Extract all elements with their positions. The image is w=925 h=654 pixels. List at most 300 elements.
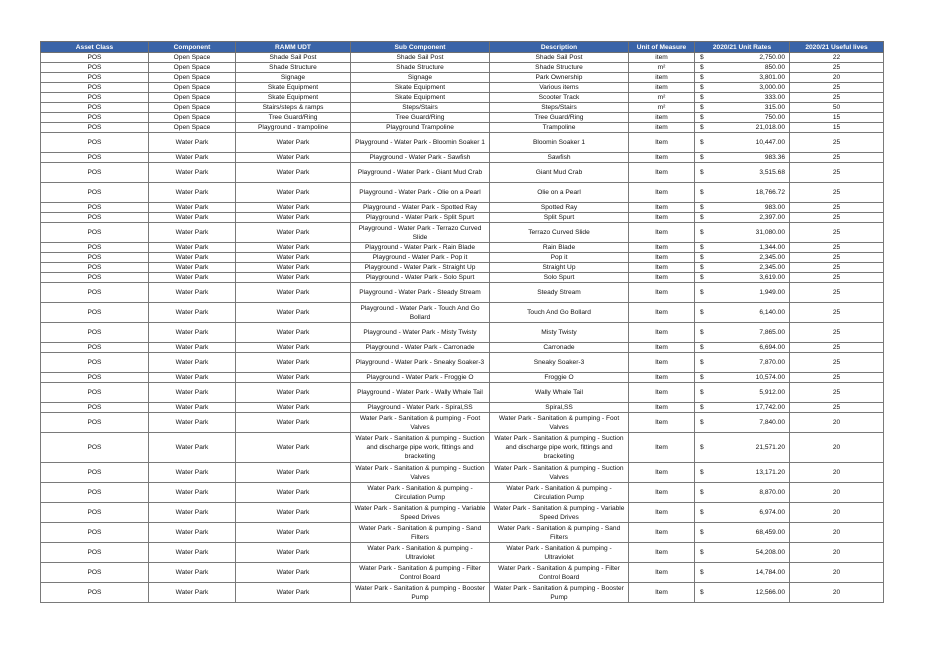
asset-class-cell: POS <box>41 163 149 183</box>
currency-symbol: $ <box>700 569 704 576</box>
description-cell: Carronade <box>490 343 629 353</box>
unit-rate-cell <box>695 83 790 93</box>
component-cell: Water Park <box>149 343 236 353</box>
sub-component-cell: Signage <box>351 73 490 83</box>
unit-of-measure-cell: Item <box>629 263 695 273</box>
header-useful-lives: 2020/21 Useful lives <box>790 42 884 53</box>
table-row <box>41 263 884 273</box>
table-row <box>41 113 884 123</box>
header-unit-rates: 2020/21 Unit Rates <box>695 42 790 53</box>
asset-class-cell: POS <box>41 563 149 583</box>
sub-component-cell: Shade Sail Post <box>351 53 490 63</box>
asset-class-cell: POS <box>41 373 149 383</box>
unit-rate-amount: 17,742.00 <box>755 404 785 411</box>
ramm-udt-cell: Water Park <box>236 303 351 323</box>
asset-class-cell: POS <box>41 353 149 373</box>
component-cell: Water Park <box>149 203 236 213</box>
ramm-udt-cell: Signage <box>236 73 351 83</box>
useful-life-cell: 25 <box>790 263 884 273</box>
sub-component-cell: Playground - Water Park - Terrazo Curved Slide <box>351 223 490 243</box>
component-cell: Water Park <box>149 133 236 153</box>
component-cell: Water Park <box>149 383 236 403</box>
unit-of-measure-cell: Item <box>629 153 695 163</box>
table-row <box>41 483 884 503</box>
ramm-udt-cell: Water Park <box>236 153 351 163</box>
asset-class-cell: POS <box>41 183 149 203</box>
description-cell: Various items <box>490 83 629 93</box>
sub-component-cell: Water Park - Sanitation & pumping - Filter Control Board <box>351 563 490 583</box>
currency-symbol: $ <box>700 124 704 131</box>
unit-of-measure-cell: Item <box>629 273 695 283</box>
asset-class-cell: POS <box>41 413 149 433</box>
unit-of-measure-cell: Item <box>629 213 695 223</box>
description-cell: Solo Spurt <box>490 273 629 283</box>
currency-symbol: $ <box>700 114 704 121</box>
description-cell: Water Park - Sanitation & pumping - Filter Control Board <box>490 563 629 583</box>
ramm-udt-cell: Water Park <box>236 433 351 463</box>
currency-symbol: $ <box>700 289 704 296</box>
unit-rate-amount: 5,912.00 <box>759 389 785 396</box>
useful-life-cell: 20 <box>790 413 884 433</box>
currency-symbol: $ <box>700 214 704 221</box>
unit-of-measure-cell: m² <box>629 63 695 73</box>
description-cell: Tree Guard/Ring <box>490 113 629 123</box>
currency-symbol: $ <box>700 94 704 101</box>
asset-class-cell: POS <box>41 463 149 483</box>
unit-rate-amount: 2,397.00 <box>759 214 785 221</box>
useful-life-cell: 25 <box>790 273 884 283</box>
table-row <box>41 153 884 163</box>
useful-life-cell: 25 <box>790 243 884 253</box>
useful-life-cell: 25 <box>790 303 884 323</box>
table-row <box>41 463 884 483</box>
ramm-udt-cell: Tree Guard/Ring <box>236 113 351 123</box>
table-row <box>41 413 884 433</box>
unit-rate-cell <box>695 323 790 343</box>
currency-symbol: $ <box>700 229 704 236</box>
ramm-udt-cell: Water Park <box>236 563 351 583</box>
currency-symbol: $ <box>700 359 704 366</box>
asset-class-cell: POS <box>41 63 149 73</box>
component-cell: Open Space <box>149 103 236 113</box>
unit-of-measure-cell: Item <box>629 203 695 213</box>
description-cell: Water Park - Sanitation & pumping - Variable Speed Drives <box>490 503 629 523</box>
description-cell: Water Park - Sanitation & pumping - Sand Filters <box>490 523 629 543</box>
unit-of-measure-cell: Item <box>629 463 695 483</box>
currency-symbol: $ <box>700 374 704 381</box>
currency-symbol: $ <box>700 509 704 516</box>
unit-rate-cell <box>695 283 790 303</box>
sub-component-cell: Water Park - Sanitation & pumping - Variable Speed Drives <box>351 503 490 523</box>
unit-rate-cell <box>695 203 790 213</box>
unit-rate-cell <box>695 463 790 483</box>
unit-rate-amount: 7,870.00 <box>759 359 785 366</box>
ramm-udt-cell: Water Park <box>236 133 351 153</box>
currency-symbol: $ <box>700 264 704 271</box>
table-row <box>41 563 884 583</box>
unit-of-measure-cell: Item <box>629 253 695 263</box>
unit-rate-cell <box>695 153 790 163</box>
unit-rate-cell <box>695 403 790 413</box>
table-row <box>41 383 884 403</box>
sub-component-cell: Playground - Water Park - Split Spurt <box>351 213 490 223</box>
description-cell: Park Ownership <box>490 73 629 83</box>
sub-component-cell: Playground - Water Park - Straight Up <box>351 263 490 273</box>
component-cell: Water Park <box>149 163 236 183</box>
component-cell: Water Park <box>149 323 236 343</box>
ramm-udt-cell: Water Park <box>236 403 351 413</box>
asset-class-cell: POS <box>41 73 149 83</box>
currency-symbol: $ <box>700 84 704 91</box>
unit-rate-amount: 7,840.00 <box>759 419 785 426</box>
description-cell: Water Park - Sanitation & pumping - Booster Pump <box>490 583 629 603</box>
component-cell: Open Space <box>149 93 236 103</box>
useful-life-cell: 22 <box>790 53 884 63</box>
unit-rate-cell <box>695 373 790 383</box>
unit-rate-cell <box>695 353 790 373</box>
unit-rate-cell <box>695 563 790 583</box>
unit-of-measure-cell: Item <box>629 243 695 253</box>
ramm-udt-cell: Water Park <box>236 243 351 253</box>
asset-class-cell: POS <box>41 273 149 283</box>
header-description: Description <box>490 42 629 53</box>
unit-of-measure-cell: Item <box>629 413 695 433</box>
sub-component-cell: Playground - Water Park - Bloomin Soaker 1 <box>351 133 490 153</box>
asset-class-cell: POS <box>41 133 149 153</box>
ramm-udt-cell: Water Park <box>236 183 351 203</box>
unit-rate-amount: 18,766.72 <box>755 189 785 196</box>
useful-life-cell: 25 <box>790 83 884 93</box>
unit-rate-cell <box>695 103 790 113</box>
ramm-udt-cell: Water Park <box>236 213 351 223</box>
currency-symbol: $ <box>700 244 704 251</box>
currency-symbol: $ <box>700 344 704 351</box>
sub-component-cell: Playground - Water Park - Giant Mud Crab <box>351 163 490 183</box>
useful-life-cell: 20 <box>790 563 884 583</box>
header-asset-class: Asset Class <box>41 42 149 53</box>
component-cell: Water Park <box>149 303 236 323</box>
unit-rate-amount: 14,784.00 <box>755 569 785 576</box>
sub-component-cell: Playground - Water Park - Rain Blade <box>351 243 490 253</box>
unit-rate-amount: 850.00 <box>764 64 785 71</box>
sub-component-cell: Water Park - Sanitation & pumping - Suction and discharge pipe work, fittings and bracketing <box>351 433 490 463</box>
unit-rate-cell <box>695 303 790 323</box>
unit-of-measure-cell: Item <box>629 303 695 323</box>
sub-component-cell: Playground - Water Park - Wally Whale Tail <box>351 383 490 403</box>
currency-symbol: $ <box>700 404 704 411</box>
unit-rate-cell <box>695 433 790 463</box>
ramm-udt-cell: Water Park <box>236 543 351 563</box>
currency-symbol: $ <box>700 389 704 396</box>
sub-component-cell: Playground - Water Park - Pop it <box>351 253 490 263</box>
ramm-udt-cell: Stairs/steps & ramps <box>236 103 351 113</box>
asset-class-cell: POS <box>41 83 149 93</box>
useful-life-cell: 25 <box>790 93 884 103</box>
sub-component-cell: Shade Structure <box>351 63 490 73</box>
sub-component-cell: Playground - Water Park - Steady Stream <box>351 283 490 303</box>
currency-symbol: $ <box>700 589 704 596</box>
unit-rate-cell <box>695 243 790 253</box>
description-cell: Water Park - Sanitation & pumping - Ultraviolet <box>490 543 629 563</box>
unit-of-measure-cell: item <box>629 123 695 133</box>
useful-life-cell: 15 <box>790 113 884 123</box>
unit-rate-amount: 10,574.00 <box>755 374 785 381</box>
component-cell: Water Park <box>149 353 236 373</box>
ramm-udt-cell: Water Park <box>236 323 351 343</box>
unit-of-measure-cell: Item <box>629 403 695 413</box>
sub-component-cell: Skate Equipment <box>351 93 490 103</box>
sub-component-cell: Playground - Water Park - Froggie O <box>351 373 490 383</box>
unit-rate-cell <box>695 253 790 263</box>
unit-of-measure-cell: Item <box>629 523 695 543</box>
unit-of-measure-cell: Item <box>629 503 695 523</box>
unit-of-measure-cell: Item <box>629 563 695 583</box>
sub-component-cell: Playground - Water Park - Spiral,SS <box>351 403 490 413</box>
ramm-udt-cell: Water Park <box>236 353 351 373</box>
currency-symbol: $ <box>700 329 704 336</box>
useful-life-cell: 25 <box>790 203 884 213</box>
currency-symbol: $ <box>700 169 704 176</box>
description-cell: Water Park - Sanitation & pumping - Suction Valves <box>490 463 629 483</box>
asset-class-cell: POS <box>41 203 149 213</box>
description-cell: Bloomin Soaker 1 <box>490 133 629 153</box>
currency-symbol: $ <box>700 309 704 316</box>
unit-of-measure-cell: Item <box>629 323 695 343</box>
asset-class-cell: POS <box>41 523 149 543</box>
asset-class-cell: POS <box>41 483 149 503</box>
unit-rate-amount: 31,080.00 <box>755 229 785 236</box>
asset-class-cell: POS <box>41 433 149 463</box>
currency-symbol: $ <box>700 469 704 476</box>
unit-rate-amount: 983.00 <box>764 204 785 211</box>
table-row <box>41 223 884 243</box>
useful-life-cell: 20 <box>790 463 884 483</box>
useful-life-cell: 25 <box>790 373 884 383</box>
asset-class-cell: POS <box>41 543 149 563</box>
description-cell: Touch And Go Bollard <box>490 303 629 323</box>
currency-symbol: $ <box>700 204 704 211</box>
unit-rate-cell <box>695 583 790 603</box>
asset-class-cell: POS <box>41 123 149 133</box>
table-row <box>41 213 884 223</box>
unit-rate-amount: 2,750.00 <box>759 54 785 61</box>
table-row <box>41 523 884 543</box>
sub-component-cell: Skate Equipment <box>351 83 490 93</box>
unit-rate-cell <box>695 483 790 503</box>
component-cell: Water Park <box>149 373 236 383</box>
unit-of-measure-cell: Item <box>629 343 695 353</box>
ramm-udt-cell: Water Park <box>236 223 351 243</box>
component-cell: Open Space <box>149 53 236 63</box>
useful-life-cell: 20 <box>790 73 884 83</box>
unit-rate-cell <box>695 113 790 123</box>
table-row <box>41 83 884 93</box>
useful-life-cell: 25 <box>790 403 884 413</box>
description-cell: Water Park - Sanitation & pumping - Foot Valves <box>490 413 629 433</box>
unit-of-measure-cell: Item <box>629 543 695 563</box>
unit-rate-cell <box>695 123 790 133</box>
useful-life-cell: 20 <box>790 483 884 503</box>
currency-symbol: $ <box>700 104 704 111</box>
table-row <box>41 93 884 103</box>
description-cell: Terrazo Curved Slide <box>490 223 629 243</box>
component-cell: Water Park <box>149 263 236 273</box>
unit-rate-amount: 13,171.20 <box>755 469 785 476</box>
description-cell: Sawfish <box>490 153 629 163</box>
unit-rate-amount: 1,949.00 <box>759 289 785 296</box>
asset-class-cell: POS <box>41 403 149 413</box>
useful-life-cell: 25 <box>790 163 884 183</box>
description-cell: Shade Sail Post <box>490 53 629 63</box>
description-cell: Water Park - Sanitation & pumping - Suction and discharge pipe work, fittings and bracketing <box>490 433 629 463</box>
ramm-udt-cell: Skate Equipment <box>236 93 351 103</box>
unit-of-measure-cell: item <box>629 73 695 83</box>
useful-life-cell: 20 <box>790 543 884 563</box>
table-row <box>41 303 884 323</box>
table-row <box>41 53 884 63</box>
unit-of-measure-cell: Item <box>629 583 695 603</box>
ramm-udt-cell: Water Park <box>236 583 351 603</box>
component-cell: Water Park <box>149 563 236 583</box>
ramm-udt-cell: Water Park <box>236 273 351 283</box>
sub-component-cell: Water Park - Sanitation & pumping - Circulation Pump <box>351 483 490 503</box>
unit-rate-cell <box>695 383 790 403</box>
unit-of-measure-cell: Item <box>629 283 695 303</box>
currency-symbol: $ <box>700 489 704 496</box>
useful-life-cell: 25 <box>790 253 884 263</box>
useful-life-cell: 20 <box>790 503 884 523</box>
unit-of-measure-cell: m² <box>629 103 695 113</box>
ramm-udt-cell: Playground - trampoline <box>236 123 351 133</box>
component-cell: Water Park <box>149 253 236 263</box>
currency-symbol: $ <box>700 419 704 426</box>
component-cell: Open Space <box>149 113 236 123</box>
description-cell: Steady Stream <box>490 283 629 303</box>
unit-of-measure-cell: item <box>629 113 695 123</box>
table-row <box>41 183 884 203</box>
component-cell: Water Park <box>149 433 236 463</box>
sub-component-cell: Playground - Water Park - Carronade <box>351 343 490 353</box>
ramm-udt-cell: Water Park <box>236 253 351 263</box>
ramm-udt-cell: Water Park <box>236 343 351 353</box>
description-cell: Scooter Track <box>490 93 629 103</box>
unit-rate-cell <box>695 133 790 153</box>
component-cell: Open Space <box>149 123 236 133</box>
currency-symbol: $ <box>700 54 704 61</box>
component-cell: Water Park <box>149 223 236 243</box>
unit-rate-cell <box>695 273 790 283</box>
useful-life-cell: 25 <box>790 343 884 353</box>
currency-symbol: $ <box>700 444 704 451</box>
unit-rate-amount: 2,345.00 <box>759 264 785 271</box>
component-cell: Water Park <box>149 153 236 163</box>
unit-of-measure-cell: Item <box>629 373 695 383</box>
unit-of-measure-cell: item <box>629 83 695 93</box>
sub-component-cell: Steps/Stairs <box>351 103 490 113</box>
unit-rate-cell <box>695 223 790 243</box>
description-cell: Misty Twisty <box>490 323 629 343</box>
unit-of-measure-cell: Item <box>629 433 695 463</box>
asset-class-cell: POS <box>41 383 149 403</box>
component-cell: Water Park <box>149 283 236 303</box>
sub-component-cell: Playground - Water Park - Misty Twisty <box>351 323 490 343</box>
ramm-udt-cell: Water Park <box>236 413 351 433</box>
description-cell: Split Spurt <box>490 213 629 223</box>
table-row <box>41 353 884 373</box>
asset-class-cell: POS <box>41 53 149 63</box>
asset-rates-table <box>40 41 884 603</box>
unit-rate-amount: 3,515.68 <box>759 169 785 176</box>
unit-rate-cell <box>695 163 790 183</box>
unit-rate-amount: 3,801.00 <box>759 74 785 81</box>
ramm-udt-cell: Water Park <box>236 373 351 383</box>
useful-life-cell: 25 <box>790 133 884 153</box>
asset-class-cell: POS <box>41 343 149 353</box>
ramm-udt-cell: Shade Structure <box>236 63 351 73</box>
unit-of-measure-cell: Item <box>629 223 695 243</box>
ramm-udt-cell: Water Park <box>236 463 351 483</box>
component-cell: Open Space <box>149 63 236 73</box>
unit-rate-amount: 6,974.00 <box>759 509 785 516</box>
description-cell: Olie on a Pearl <box>490 183 629 203</box>
component-cell: Open Space <box>149 73 236 83</box>
unit-rate-amount: 315.00 <box>764 104 785 111</box>
asset-class-cell: POS <box>41 103 149 113</box>
asset-class-cell: POS <box>41 503 149 523</box>
table-row <box>41 203 884 213</box>
ramm-udt-cell: Water Park <box>236 523 351 543</box>
unit-rate-cell <box>695 53 790 63</box>
component-cell: Water Park <box>149 543 236 563</box>
unit-rate-amount: 3,000.00 <box>759 84 785 91</box>
unit-rate-cell <box>695 343 790 353</box>
unit-rate-cell <box>695 523 790 543</box>
currency-symbol: $ <box>700 274 704 281</box>
component-cell: Water Park <box>149 403 236 413</box>
ramm-udt-cell: Shade Sail Post <box>236 53 351 63</box>
table-row <box>41 583 884 603</box>
description-cell: Froggie O <box>490 373 629 383</box>
useful-life-cell: 25 <box>790 353 884 373</box>
table-row <box>41 323 884 343</box>
sub-component-cell: Playground - Water Park - Sawfish <box>351 153 490 163</box>
unit-rate-amount: 750.00 <box>764 114 785 121</box>
unit-rate-amount: 54,208.00 <box>755 549 785 556</box>
currency-symbol: $ <box>700 74 704 81</box>
sub-component-cell: Tree Guard/Ring <box>351 113 490 123</box>
unit-rate-cell <box>695 63 790 73</box>
unit-of-measure-cell: Item <box>629 383 695 403</box>
currency-symbol: $ <box>700 64 704 71</box>
table-row <box>41 163 884 183</box>
table-row <box>41 283 884 303</box>
unit-rate-amount: 1,344.00 <box>759 244 785 251</box>
unit-rate-amount: 21,018.00 <box>755 124 785 131</box>
unit-of-measure-cell: Item <box>629 353 695 373</box>
table-row <box>41 373 884 383</box>
currency-symbol: $ <box>700 549 704 556</box>
component-cell: Water Park <box>149 523 236 543</box>
unit-of-measure-cell: Item <box>629 133 695 153</box>
unit-of-measure-cell: Item <box>629 163 695 183</box>
unit-rate-amount: 6,694.00 <box>759 344 785 351</box>
description-cell: Pop it <box>490 253 629 263</box>
useful-life-cell: 25 <box>790 183 884 203</box>
sub-component-cell: Playground Trampoline <box>351 123 490 133</box>
asset-class-cell: POS <box>41 113 149 123</box>
useful-life-cell: 20 <box>790 433 884 463</box>
table-row <box>41 103 884 113</box>
